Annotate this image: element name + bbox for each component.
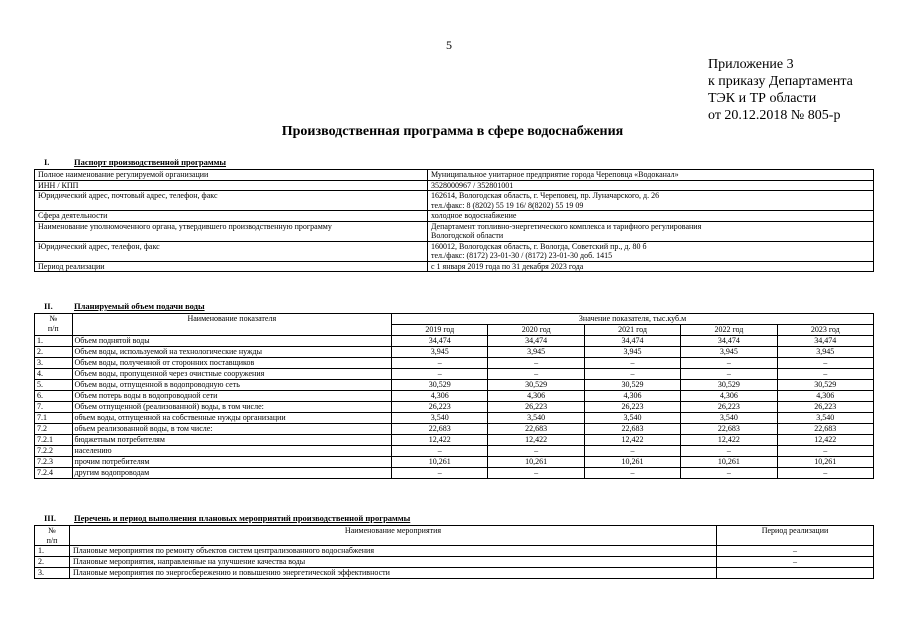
row-value: – <box>681 369 777 380</box>
table-row <box>35 446 874 457</box>
appendix-block <box>708 56 853 124</box>
passport-label: Сфера деятельности <box>35 211 428 222</box>
col-name-header: Наименование показателя <box>72 314 392 336</box>
row-value: – <box>488 446 584 457</box>
row-value: 22,683 <box>681 424 777 435</box>
row-value: 34,474 <box>392 336 488 347</box>
row-number: 3. <box>35 358 73 369</box>
row-value: 3,945 <box>681 347 777 358</box>
row-value: 34,474 <box>584 336 680 347</box>
passport-value <box>428 180 874 191</box>
row-value: 30,529 <box>392 380 488 391</box>
row-value: – <box>584 358 680 369</box>
row-number: 4. <box>35 369 73 380</box>
year-header: 2022 год <box>681 325 777 336</box>
row-number: 7.2.1 <box>35 435 73 446</box>
section2-number: II. <box>44 301 53 311</box>
table-row <box>35 380 874 391</box>
passport-table <box>34 169 874 272</box>
passport-label: Полное наименование регулируемой организации <box>35 170 428 181</box>
col-number-header: № п/п <box>35 526 70 546</box>
row-value: 30,529 <box>488 380 584 391</box>
year-header: 2020 год <box>488 325 584 336</box>
passport-label: Юридический адрес, почтовый адрес, телефон, факс <box>35 191 428 211</box>
row-value: 3,945 <box>584 347 680 358</box>
passport-value <box>428 170 874 181</box>
row-number: 6. <box>35 391 73 402</box>
table-row <box>35 546 874 557</box>
row-period: – <box>717 546 874 557</box>
passport-value-line: 3528000967 / 352801001 <box>431 180 514 190</box>
row-indicator: населению <box>72 446 392 457</box>
passport-value-line: 160012, Вологодская область, г. Вологда, Советский пр., д. 80 б <box>431 241 647 251</box>
row-measure: Плановые мероприятия по энергосбережению и повышению энергетической эффективности <box>70 568 717 579</box>
row-value: – <box>488 358 584 369</box>
section1-title: Паспорт производственной программы <box>74 157 227 167</box>
passport-value-line: с 1 января 2019 года по 31 декабря 2023 года <box>431 261 584 271</box>
row-value: 3,945 <box>488 347 584 358</box>
row-period <box>717 568 874 579</box>
section2-heading <box>34 301 205 311</box>
row-value: 10,261 <box>392 457 488 468</box>
passport-label: Наименование уполномоченного органа, утвердившего производственную программу <box>35 221 428 241</box>
row-measure: Плановые мероприятия по ремонту объектов систем централизованного водоснабжения <box>70 546 717 557</box>
row-value: 4,306 <box>777 391 873 402</box>
row-value: 12,422 <box>584 435 680 446</box>
row-measure: Плановые мероприятия, направленные на улучшение качества воды <box>70 557 717 568</box>
section3-number: III. <box>44 513 57 523</box>
row-number: 7.2 <box>35 424 73 435</box>
row-number: 7.2.4 <box>35 468 73 479</box>
row-indicator: объем воды, отпущенной на собственные нужды организации <box>72 413 392 424</box>
row-value: 26,223 <box>584 402 680 413</box>
row-value: 30,529 <box>681 380 777 391</box>
row-value: – <box>777 358 873 369</box>
passport-label: ИНН / КПП <box>35 180 428 191</box>
row-value: 34,474 <box>681 336 777 347</box>
col-measure-header: Наименование мероприятия <box>70 526 717 546</box>
appendix-line: от 20.12.2018 № 805-р <box>708 108 841 123</box>
row-value: 4,306 <box>488 391 584 402</box>
row-number: 1. <box>35 546 70 557</box>
row-value: 10,261 <box>488 457 584 468</box>
appendix-line: к приказу Департамента <box>708 74 853 89</box>
section1-heading <box>34 157 226 167</box>
row-indicator: Объем отпущенной (реализованной) воды, в том числе: <box>72 402 392 413</box>
row-number: 7.2.2 <box>35 446 73 457</box>
section3-title: Перечень и период выполнения плановых мероприятий производственной программы <box>74 513 411 523</box>
row-value: – <box>584 446 680 457</box>
row-value: 22,683 <box>392 424 488 435</box>
year-header: 2021 год <box>584 325 680 336</box>
row-value: 3,945 <box>777 347 873 358</box>
row-value: 10,261 <box>584 457 680 468</box>
row-value: 3,540 <box>488 413 584 424</box>
row-value: 12,422 <box>488 435 584 446</box>
col-values-header: Значение показателя, тыс.куб.м <box>392 314 874 325</box>
row-value: 22,683 <box>777 424 873 435</box>
row-value: 3,540 <box>777 413 873 424</box>
table-row <box>35 358 874 369</box>
row-indicator: объем реализованной воды, в том числе: <box>72 424 392 435</box>
table-row <box>35 424 874 435</box>
passport-value-line: холодное водоснабжение <box>431 211 517 220</box>
row-period: – <box>717 557 874 568</box>
row-value: 22,683 <box>584 424 680 435</box>
row-number: 2. <box>35 557 70 568</box>
row-value: 34,474 <box>488 336 584 347</box>
table-row <box>35 435 874 446</box>
row-number: 3. <box>35 568 70 579</box>
passport-value-line: тел./факс: (8172) 23-01-30 / (8172) 23-01-30 доб. 1415 <box>431 251 613 260</box>
row-value: – <box>488 468 584 479</box>
water-volume-table <box>34 313 874 479</box>
row-indicator: другим водопроводам <box>72 468 392 479</box>
row-value: 12,422 <box>392 435 488 446</box>
appendix-line: Приложение 3 <box>708 57 794 72</box>
row-indicator: бюджетным потребителям <box>72 435 392 446</box>
row-value: – <box>584 369 680 380</box>
document-title: Производственная программа в сфере водоснабжения <box>281 124 624 139</box>
year-header: 2019 год <box>392 325 488 336</box>
row-indicator: Объем потерь воды в водопроводной сети <box>72 391 392 402</box>
row-value: – <box>681 446 777 457</box>
table-row <box>35 468 874 479</box>
table-row <box>35 413 874 424</box>
row-value: – <box>392 446 488 457</box>
row-value: 3,540 <box>584 413 680 424</box>
passport-value-line: Вологодской области <box>431 231 504 240</box>
section3-heading <box>34 513 410 523</box>
table-row <box>35 557 874 568</box>
table-row <box>35 369 874 380</box>
col-number-header: № п/п <box>35 314 73 336</box>
passport-value-line: Департамент топливно-энергетического комплекса и тарифного регулирования <box>431 221 702 231</box>
row-value: – <box>777 446 873 457</box>
appendix-line: ТЭК и ТР области <box>708 91 817 106</box>
row-value: 26,223 <box>681 402 777 413</box>
row-indicator: Объем поднятой воды <box>72 336 392 347</box>
passport-value <box>428 221 874 241</box>
passport-row <box>35 180 874 191</box>
row-value: 12,422 <box>777 435 873 446</box>
row-value: 26,223 <box>777 402 873 413</box>
year-header: 2023 год <box>777 325 873 336</box>
passport-value-line: тел./факс: 8 (8202) 55 19 16/ 8(8202) 55 19 09 <box>431 200 584 210</box>
row-value: – <box>392 369 488 380</box>
passport-value <box>428 211 874 222</box>
passport-row <box>35 191 874 211</box>
table-row <box>35 402 874 413</box>
row-value: 3,540 <box>392 413 488 424</box>
row-value: 26,223 <box>392 402 488 413</box>
row-number: 2. <box>35 347 73 358</box>
section2-title: Планируемый объем подачи воды <box>74 301 205 311</box>
row-value: 12,422 <box>681 435 777 446</box>
passport-label: Юридический адрес, телефон, факс <box>35 241 428 261</box>
row-number: 5. <box>35 380 73 391</box>
table-row <box>35 457 874 468</box>
row-value: 4,306 <box>392 391 488 402</box>
passport-row <box>35 241 874 261</box>
passport-row <box>35 170 874 181</box>
table-row <box>35 391 874 402</box>
passport-value <box>428 241 874 261</box>
col-period-header: Период реализации <box>717 526 874 546</box>
row-value: 10,261 <box>681 457 777 468</box>
row-value: 30,529 <box>777 380 873 391</box>
row-value: – <box>584 468 680 479</box>
row-indicator: Объем воды, используемой на технологические нужды <box>72 347 392 358</box>
passport-value <box>428 191 874 211</box>
row-value: – <box>777 468 873 479</box>
row-value: 3,945 <box>392 347 488 358</box>
row-number: 7.2.3 <box>35 457 73 468</box>
row-number: 7. <box>35 402 73 413</box>
section1-number: I. <box>44 157 50 167</box>
row-value: 26,223 <box>488 402 584 413</box>
row-number: 1. <box>35 336 73 347</box>
passport-row <box>35 221 874 241</box>
passport-value-line: 162614, Вологодская область, г. Череповец, пр. Луначарского, д. 26 <box>431 191 660 200</box>
row-indicator: Объем воды, пропущенной через очистные сооружения <box>72 369 392 380</box>
row-indicator: Объем воды, отпущенной в водопроводную сеть <box>72 380 392 391</box>
row-value: 4,306 <box>584 391 680 402</box>
page-number: 5 <box>446 38 452 52</box>
row-value: 10,261 <box>777 457 873 468</box>
table-row <box>35 336 874 347</box>
passport-label: Период реализации <box>35 261 428 272</box>
row-value: 4,306 <box>681 391 777 402</box>
row-indicator: прочим потребителям <box>72 457 392 468</box>
row-value: – <box>488 369 584 380</box>
row-value: 34,474 <box>777 336 873 347</box>
passport-row <box>35 211 874 222</box>
row-number: 7.1 <box>35 413 73 424</box>
measures-table <box>34 525 874 579</box>
row-value: – <box>777 369 873 380</box>
passport-value-line: Муниципальное унитарное предприятие города Череповца «Водоканал» <box>431 170 679 179</box>
row-value: – <box>392 468 488 479</box>
row-value: 22,683 <box>488 424 584 435</box>
row-value: – <box>681 468 777 479</box>
table-row <box>35 568 874 579</box>
row-indicator: Объем воды, полученной от сторонних поставщиков <box>72 358 392 369</box>
passport-row <box>35 261 874 272</box>
table-row <box>35 347 874 358</box>
row-value: 30,529 <box>584 380 680 391</box>
row-value: – <box>392 358 488 369</box>
row-value: – <box>681 358 777 369</box>
passport-value <box>428 261 874 272</box>
row-value: 3,540 <box>681 413 777 424</box>
